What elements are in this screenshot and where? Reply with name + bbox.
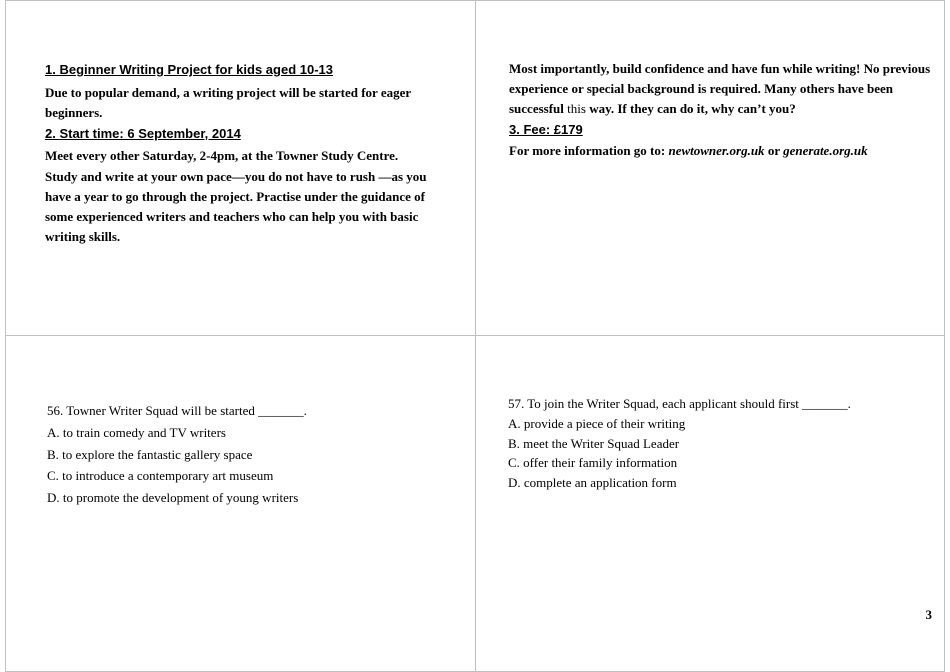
- question-56-stem: 56. Towner Writer Squad will be started _______.: [47, 403, 307, 418]
- question-56-option-a: A. to train comedy and TV writers: [47, 424, 226, 440]
- question-57: [508, 394, 851, 493]
- page-panel-top-left: [5, 0, 476, 336]
- paragraph-demand: Due to popular demand, a writing project will be started for eager beginners.: [45, 85, 411, 120]
- more-info-prefix: For more information go to:: [509, 143, 669, 158]
- advert-part-2: [509, 59, 934, 161]
- heading-start-time: 2. Start time: 6 September, 2014: [45, 126, 241, 141]
- link-generate[interactable]: generate.org.uk: [783, 143, 868, 158]
- paragraph-confidence-end: way. If they can do it, why can’t you?: [585, 101, 796, 116]
- paragraph-confidence-start: Most importantly, build confidence and have fun while writing! No previous experience or special background is required. Many others have been successful: [509, 61, 931, 116]
- paragraph-confidence-this: this: [567, 101, 586, 116]
- question-56: [47, 400, 307, 509]
- page-number: 3: [925, 607, 932, 622]
- page-panel-top-right: [475, 0, 945, 336]
- question-57-stem: 57. To join the Writer Squad, each applicant should first _______.: [508, 396, 851, 411]
- question-57-option-a: A. provide a piece of their writing: [508, 415, 686, 431]
- heading-fee: 3. Fee: £179: [509, 122, 583, 137]
- page-panel-bottom-left: [5, 335, 476, 672]
- paragraph-pace: Study and write at your own pace—you do not have to rush —as you have a year to go through the project. Practise under the guidance of some experienced writers and teachers who can help you with basic writing skills.: [45, 169, 427, 244]
- question-56-option-c: C. to introduce a contemporary art museum: [47, 468, 274, 484]
- link-newtowner[interactable]: newtowner.org.uk: [668, 143, 765, 158]
- question-56-option-d: D. to promote the development of young writers: [47, 490, 299, 506]
- paragraph-meeting: Meet every other Saturday, 2-4pm, at the Towner Study Centre.: [45, 148, 399, 163]
- heading-project: 1. Beginner Writing Project for kids aged 10-13: [45, 62, 333, 77]
- more-info-or: or: [764, 143, 784, 158]
- page-panel-bottom-right: [475, 335, 945, 672]
- question-56-option-b: B. to explore the fantastic gallery space: [47, 446, 253, 462]
- question-57-option-c: C. offer their family information: [508, 455, 678, 471]
- question-57-option-b: B. meet the Writer Squad Leader: [508, 435, 680, 451]
- paragraph-more-info: [509, 141, 934, 161]
- advert-part-1: [45, 60, 445, 247]
- question-57-option-d: D. complete an application form: [508, 475, 677, 491]
- paragraph-confidence: [509, 59, 934, 119]
